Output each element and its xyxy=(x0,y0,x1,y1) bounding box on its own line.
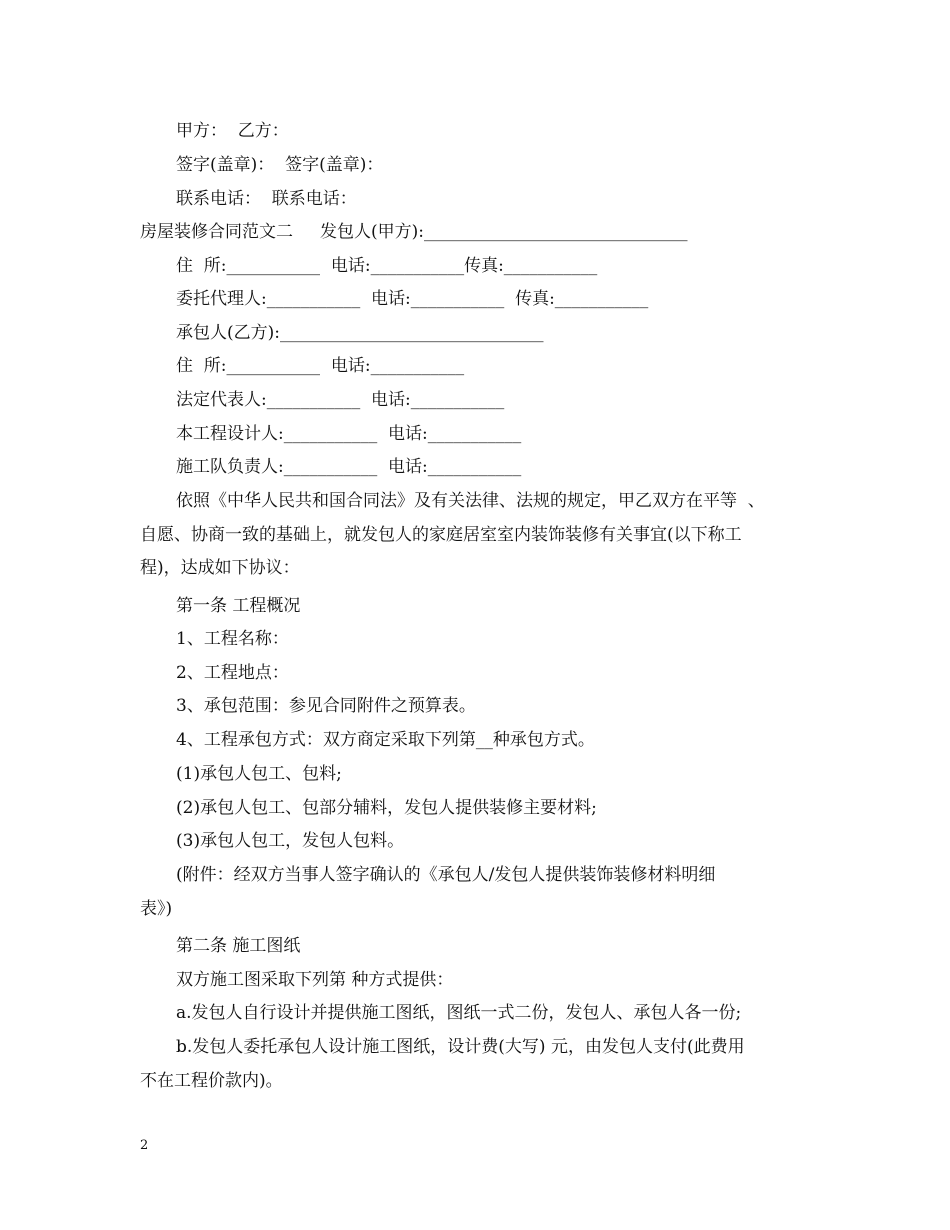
preamble-line-2: 自愿、协商一致的基础上，就发包人的家庭居室室内装饰装修有关事宜(以下称工 xyxy=(140,525,742,545)
crew-leader-line: 施工队负责人:___________ 电话:___________ xyxy=(176,457,522,477)
project-name-line: 1、工程名称： xyxy=(176,629,289,649)
party-header: 甲方： 乙方： xyxy=(176,121,289,141)
signature-line: 签字(盖章)： 签字(盖章)： xyxy=(176,155,384,175)
drawing-option-a: a.发包人自行设计并提供施工图纸，图纸一式二份，发包人、承包人各一份; xyxy=(176,1003,742,1023)
article-2-heading: 第二条 施工图纸 xyxy=(176,936,301,956)
attachment-note-line-2: 表》) xyxy=(140,899,173,919)
drawing-method-line: 双方施工图采取下列第 种方式提供： xyxy=(176,970,454,990)
drawing-option-b-line-1: b.发包人委托承包人设计施工图纸，设计费(大写) 元，由发包人支付(此费用 xyxy=(176,1037,745,1057)
employer-address-line: 住 所:___________ 电话:___________传真:___________ xyxy=(176,256,598,276)
contact-phone-line: 联系电话： 联系电话： xyxy=(176,189,357,209)
project-location-line: 2、工程地点： xyxy=(176,663,289,683)
contract-title-line: 房屋装修合同范文二 发包人(甲方):_______________________________ xyxy=(140,222,688,242)
attachment-note-line-1: (附件：经双方当事人签字确认的《承包人/发包人提供装饰装修材料明细 xyxy=(176,865,716,885)
preamble-line-1: 依照《中华人民共和国合同法》及有关法律、法规的规定，甲乙双方在平等 、 xyxy=(176,491,765,511)
contract-scope-line: 3、承包范围：参见合同附件之预算表。 xyxy=(176,696,476,716)
legal-rep-line: 法定代表人:___________ 电话:___________ xyxy=(176,390,505,410)
page-number: 2 xyxy=(140,1138,149,1153)
drawing-option-b-line-2: 不在工程价款内)。 xyxy=(140,1071,283,1091)
article-1-heading: 第一条 工程概况 xyxy=(176,596,301,616)
mode-option-2: (2)承包人包工、包部分辅料，发包人提供装修主要材料; xyxy=(176,798,597,818)
contract-mode-line: 4、工程承包方式：双方商定采取下列第__种承包方式。 xyxy=(176,730,595,750)
agent-line: 委托代理人:___________ 电话:___________ 传真:___________ xyxy=(176,289,649,309)
designer-line: 本工程设计人:___________ 电话:___________ xyxy=(176,424,522,444)
contractor-address-line: 住 所:___________ 电话:___________ xyxy=(176,356,465,376)
mode-option-3: (3)承包人包工，发包人包料。 xyxy=(176,831,405,851)
contractor-line: 承包人(乙方):_______________________________ xyxy=(176,323,544,343)
preamble-line-3: 程)，达成如下协议： xyxy=(140,558,300,578)
mode-option-1: (1)承包人包工、包料; xyxy=(176,764,342,784)
